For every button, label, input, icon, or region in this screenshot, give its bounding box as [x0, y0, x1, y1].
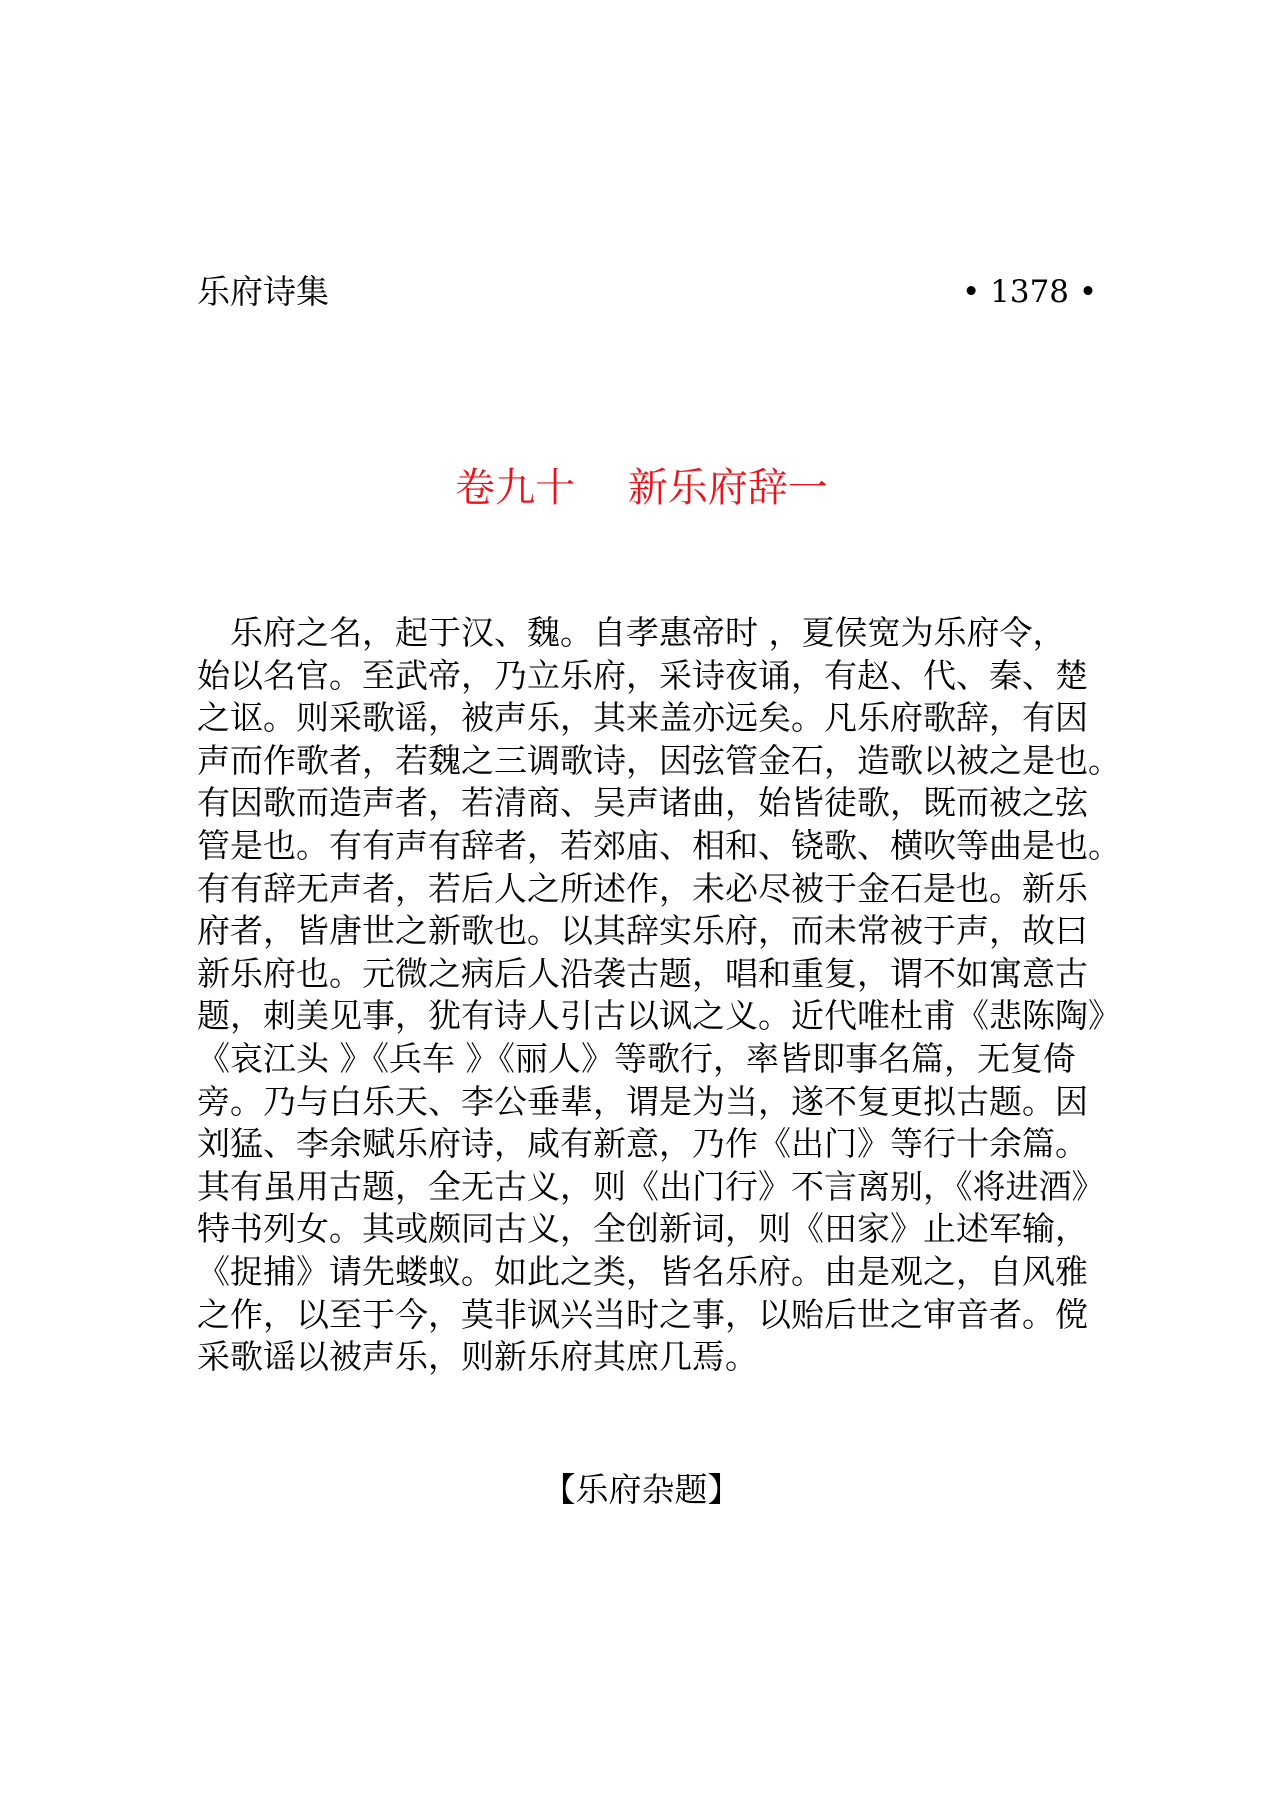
- text-line: 《捉捕》请先蝼蚁。如此之类，皆名乐府。由是观之，自风雅: [197, 1251, 1088, 1291]
- chapter-title: 卷九十 新乐府辞一: [455, 465, 828, 511]
- body-paragraph: [197, 612, 1127, 1379]
- section-heading: 【乐府杂题】: [542, 1470, 741, 1509]
- text-line: 之作，以至于今，莫非讽兴当时之事，以贻后世之审音者。傥: [197, 1294, 1088, 1334]
- text-line: 始以名官。至武帝，乃立乐府，采诗夜诵，有赵、代、秦、楚: [197, 655, 1088, 695]
- text-line: 府者，皆唐世之新歌也。以其辞实乐府，而未常被于声，故曰: [197, 911, 1088, 951]
- text-line: 声而作歌者，若魏之三调歌诗，因弦管金石，造歌以被之是也。: [197, 740, 1121, 780]
- text-line: 《哀江头 》《兵车 》《丽人》等歌行，率皆即事名篇，无复倚: [197, 1038, 1076, 1078]
- text-line: 采歌谣以被声乐，则新乐府其庶几焉。: [197, 1337, 758, 1377]
- text-line: 旁。乃与白乐天、李公垂辈，谓是为当，遂不复更拟古题。因: [197, 1081, 1088, 1121]
- page-number: • 1378 •: [962, 274, 1098, 310]
- text-line: 题，刺美见事，犹有诗人引古以讽之义。近代唯杜甫《悲陈陶》: [197, 996, 1121, 1036]
- text-line: 其有虽用古题，全无古义，则《出门行》不言离别，《将进酒》: [197, 1166, 1105, 1206]
- text-line: 刘猛、李余赋乐府诗，咸有新意，乃作《出门》等行十余篇。: [197, 1124, 1088, 1164]
- text-line: 有有辞无声者，若后人之所述作，未必尽被于金石是也。新乐: [197, 868, 1088, 908]
- text-line: 新乐府也。元微之病后人沿袭古题，唱和重复，谓不如寓意古: [197, 953, 1088, 993]
- text-line: 特书列女。其或颇同古义，全创新词，则《田家》止述军输，: [197, 1209, 1088, 1249]
- book-title: 乐府诗集: [197, 272, 329, 311]
- text-line: 之讴。则采歌谣，被声乐，其来盖亦远矣。凡乐府歌辞，有因: [197, 698, 1088, 738]
- text-line: 乐府之名，起于汉、魏。自孝惠帝时 ，夏侯宽为乐府令，: [197, 613, 1066, 652]
- text-line: 管是也。有有声有辞者，若郊庙、相和、铙歌、横吹等曲是也。: [197, 825, 1121, 865]
- text-line: 有因歌而造声者，若清商、吴声诸曲，始皆徒歌，既而被之弦: [197, 783, 1088, 823]
